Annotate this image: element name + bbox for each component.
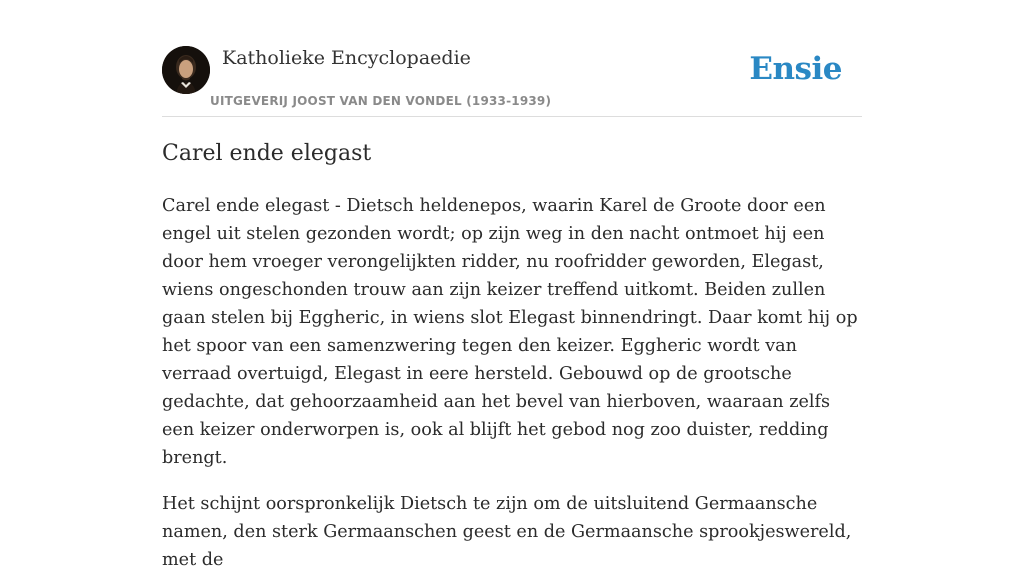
article xyxy=(162,138,862,574)
article-title: Carel ende elegast xyxy=(162,141,372,166)
article-paragraph: Het schijnt oorspronkelijk Dietsch te zijn om de uitsluitend Germaansche namen, den sterk Germaanschen geest en de Germaansche sprookjeswereld, met de xyxy=(162,494,852,570)
portrait-avatar-icon[interactable] xyxy=(162,46,210,94)
article-paragraph: Carel ende elegast - Dietsch heldenepos, waarin Karel de Groote door een engel uit stelen gezonden wordt; op zijn weg in den nacht ontmoet hij een door hem vroeger verongelijkten ridder, nu roofridder geworden, Elegast, wiens ongeschonden trouw aan zijn keizer treffend uitkomt. Beiden zullen gaan stelen bij Eggheric, in wiens slot Elegast binnendringt. Daar komt hij op het spoor van een samenzwering tegen den keizer. Eggheric wordt van verraad overtuigd, Elegast in eere hersteld. Gebouwd op de grootsche gedachte, dat gehoorzaamheid aan het bevel van hierboven, waaraan zelfs een keizer onderworpen is, ook al blijft het gebod nog zoo duister, redding brengt. xyxy=(162,196,858,468)
ensie-logo-link[interactable]: Ensie xyxy=(749,51,842,87)
publisher-subtitle: UITGEVERIJ JOOST VAN DEN VONDEL (1933-1939) xyxy=(210,94,552,108)
publication-title[interactable]: Katholieke Encyclopaedie xyxy=(222,47,471,69)
site-header xyxy=(162,46,862,117)
